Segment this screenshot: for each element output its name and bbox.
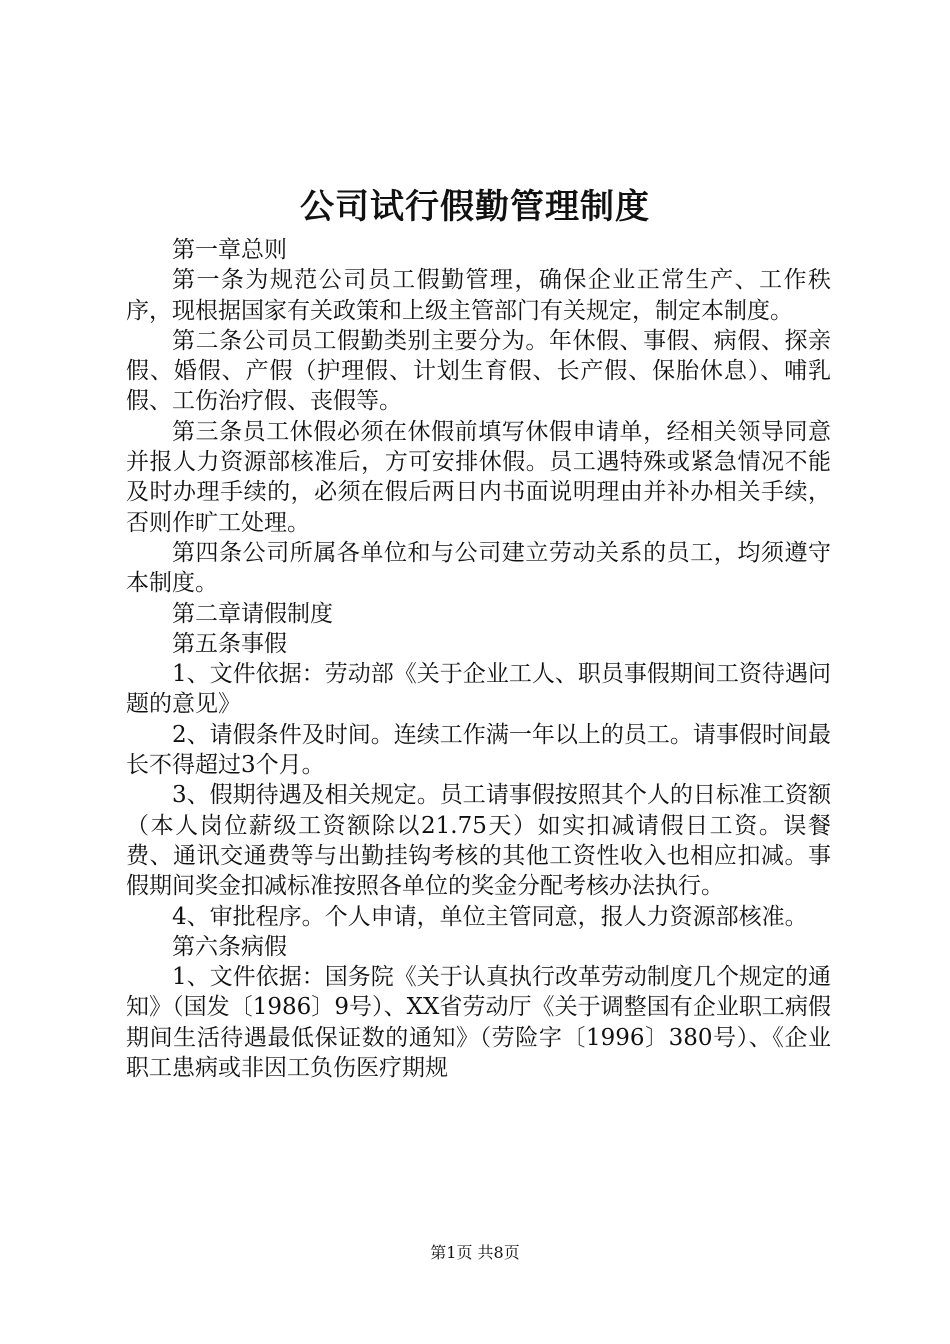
paragraph: 1、文件依据：劳动部《关于企业工人、职员事假期间工资待遇问题的意见》 — [126, 661, 831, 718]
paragraph: 1、文件依据：国务院《关于认真执行改革劳动制度几个规定的通知》（国发〔1986〕9号）、XX省劳动厅《关于调整国有企业职工病假期间生活待遇最低保证数的通知》（劳险字〔1996〕380号）、《企业职工患病或非因工负伤医疗期规 — [126, 964, 831, 1082]
document-title: 公司试行假勤管理制度 — [300, 187, 650, 227]
article-heading: 第六条病假 — [172, 933, 287, 960]
article-heading: 第五条事假 — [172, 630, 287, 657]
page-footer: 第1页 共8页 — [430, 1243, 520, 1262]
paragraph: 4、审批程序。个人申请，单位主管同意，报人力资源部核准。 — [172, 903, 808, 930]
paragraph: 第三条员工休假必须在休假前填写休假申请单，经相关领导同意并报人力资源部核准后，方可安排休假。员工遇特殊或紧急情况不能及时办理手续的，必须在假后两日内书面说明理由并补办相关手续，否则作旷工处理。 — [126, 418, 831, 536]
document-body — [126, 235, 831, 1083]
paragraph: 3、假期待遇及相关规定。员工请事假按照其个人的日标准工资额（本人岗位薪级工资额除以21.75天）如实扣减请假日工资。误餐费、通讯交通费等与出勤挂钩考核的其他工资性收入也相应扣减。事假期间奖金扣减标准按照各单位的奖金分配考核办法执行。 — [126, 782, 831, 900]
paragraph: 第一条为规范公司员工假勤管理，确保企业正常生产、工作秩序，现根据国家有关政策和上级主管部门有关规定，制定本制度。 — [126, 267, 831, 324]
paragraph: 第四条公司所属各单位和与公司建立劳动关系的员工，均须遵守本制度。 — [126, 539, 831, 597]
chapter-heading: 第一章总则 — [172, 237, 287, 263]
paragraph: 第二条公司员工假勤类别主要分为。年休假、事假、病假、探亲假、婚假、产假（护理假、计划生育假、长产假、保胎休息）、哺乳假、工伤治疗假、丧假等。 — [126, 327, 831, 415]
chapter-heading: 第二章请假制度 — [172, 600, 333, 627]
paragraph: 2、请假条件及时间。连续工作满一年以上的员工。请事假时间最长不得超过3个月。 — [126, 721, 831, 779]
